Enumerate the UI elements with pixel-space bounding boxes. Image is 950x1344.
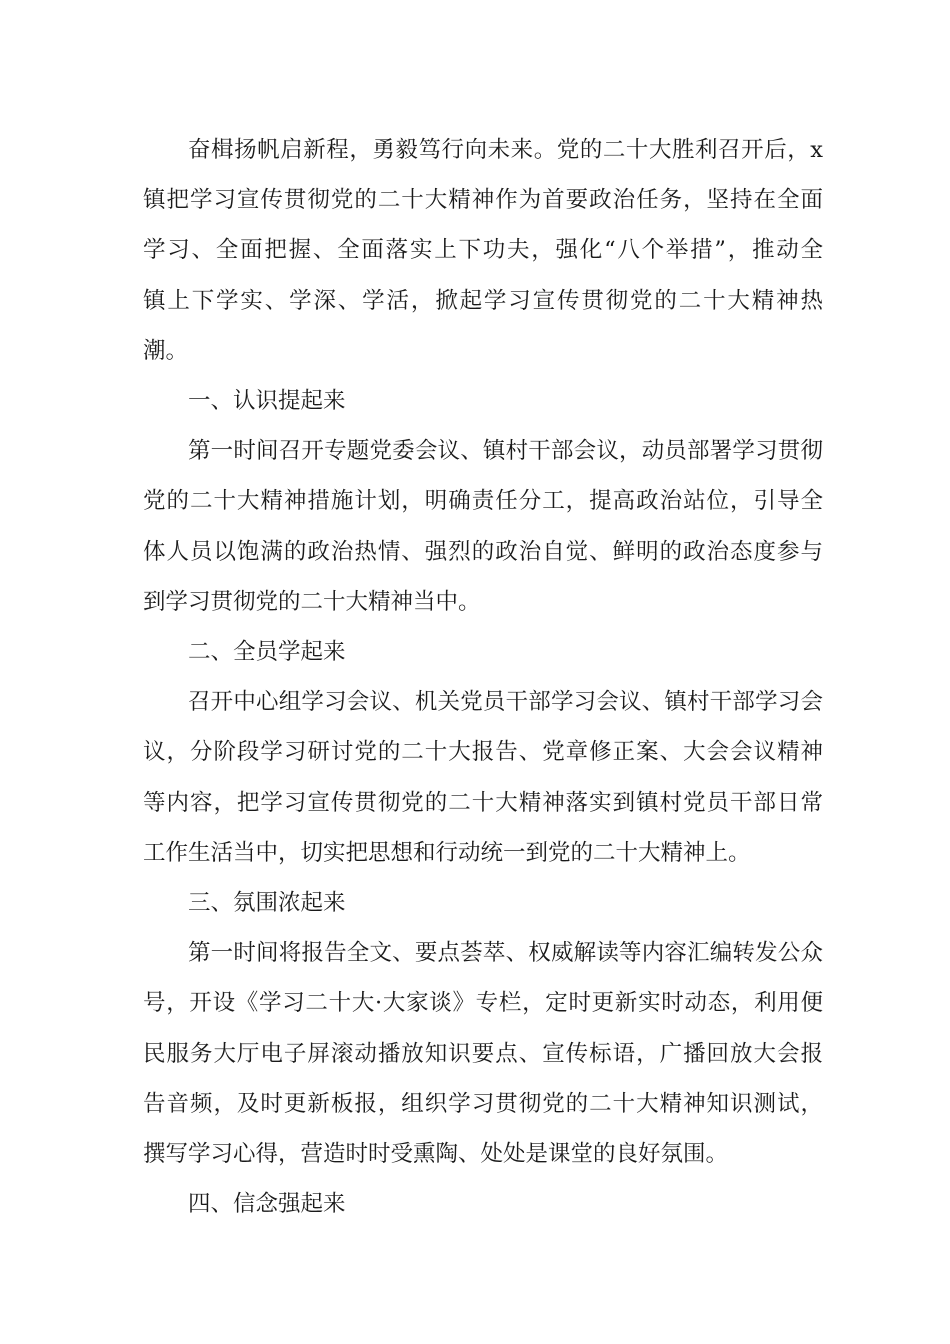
document-body <box>143 125 823 1229</box>
text-line: 体人员以饱满的政治热情、强烈的政治自觉、鲜明的政治态度参与 <box>143 538 823 565</box>
text-line: 告音频，及时更新板报，组织学习贯彻党的二十大精神知识测试， <box>143 1090 823 1117</box>
text-line: 等内容，把学习宣传贯彻党的二十大精神落实到镇村党员干部日常 <box>143 789 823 816</box>
text-line: 议，分阶段学习研讨党的二十大报告、党章修正案、大会会议精神 <box>143 739 823 766</box>
text-line: 撰写学习心得，营造时时受熏陶、处处是课堂的良好氛围。 <box>143 1141 729 1168</box>
intro-paragraph <box>143 125 823 376</box>
text-line: 民服务大厅电子屏滚动播放知识要点、宣传标语，广播回放大会报 <box>143 1040 823 1067</box>
text-line: 镇把学习宣传贯彻党的二十大精神作为首要政治任务，坚持在全面 <box>143 187 823 214</box>
text-line: 党的二十大精神措施计划，明确责任分工，提高政治站位，引导全 <box>143 488 823 515</box>
section-heading: 四、信念强起来 <box>188 1191 346 1218</box>
section-heading: 二、全员学起来 <box>188 639 346 666</box>
body-paragraph <box>143 426 823 627</box>
body-paragraph <box>143 677 823 878</box>
section-heading: 一、认识提起来 <box>188 388 346 415</box>
body-paragraph <box>143 928 823 1179</box>
section-heading: 三、氛围浓起来 <box>188 890 346 917</box>
text-line: 潮。 <box>143 337 189 364</box>
text-line: 号，开设《学习二十大·大家谈》专栏，定时更新实时动态，利用便 <box>143 990 823 1017</box>
text-line: 召开中心组学习会议、机关党员干部学习会议、镇村干部学习会 <box>188 689 823 716</box>
text-line: 学习、全面把握、全面落实上下功夫，强化“八个举措”，推动全 <box>143 237 823 264</box>
text-line: 镇上下学实、学深、学活，掀起学习宣传贯彻党的二十大精神热 <box>143 287 823 314</box>
text-line: 到学习贯彻党的二十大精神当中。 <box>143 588 481 615</box>
text-line: 第一时间召开专题党委会议、镇村干部会议，动员部署学习贯彻 <box>188 438 823 465</box>
text-line: 奋楫扬帆启新程，勇毅笃行向未来。党的二十大胜利召开后，x <box>188 137 823 163</box>
text-line: 工作生活当中，切实把思想和行动统一到党的二十大精神上。 <box>143 839 751 866</box>
text-line: 第一时间将报告全文、要点荟萃、权威解读等内容汇编转发公众 <box>188 940 823 967</box>
